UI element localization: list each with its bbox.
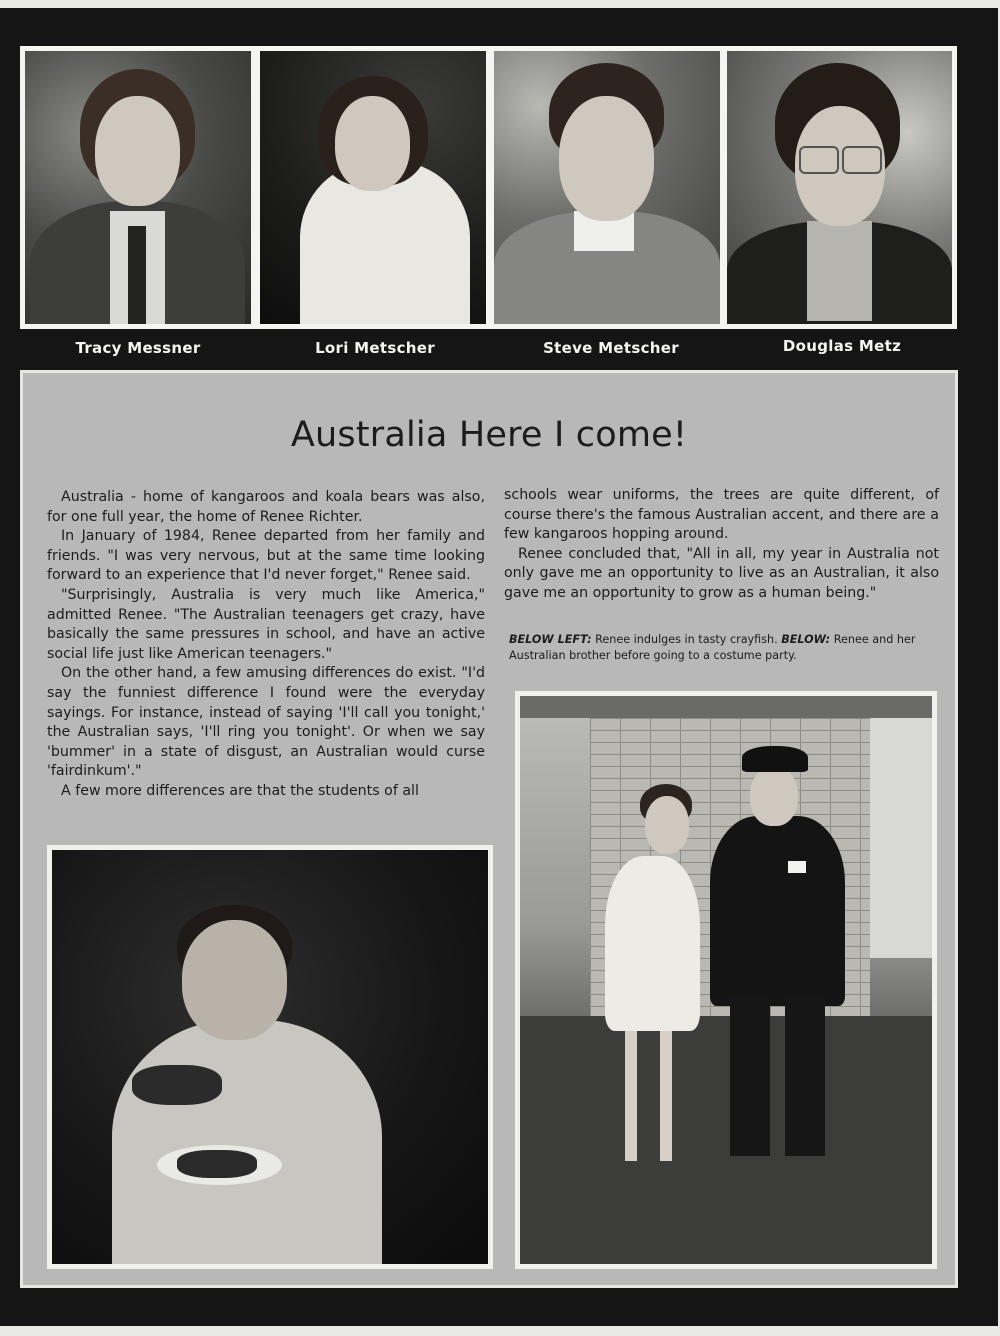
portrait-douglas-metz bbox=[722, 46, 957, 329]
portrait-photo bbox=[727, 51, 952, 324]
article-column-1 bbox=[47, 488, 485, 802]
article-paragraph: On the other hand, a few amusing differences do exist. "I'd say the funniest difference I found were the everyday sayings. For instance, instead of saying 'I'll call you tonight,' the Australian says, 'I'll ring you tonight'. Or when we say 'bummer' in a state of disgust, an Australian would curse 'fairdinkum'." bbox=[47, 665, 485, 780]
article-headline: Australia Here I come! bbox=[290, 415, 688, 455]
article-paragraph: schools wear uniforms, the trees are quite different, of course there's the famous Australian accent, and there are a few kangaroos hopping around. bbox=[504, 487, 939, 543]
portrait-photo bbox=[494, 51, 720, 324]
photo-costume-party-image bbox=[520, 696, 932, 1264]
portrait-steve-metscher bbox=[489, 46, 725, 329]
photo-crayfish bbox=[47, 845, 493, 1269]
article-paragraph: Renee concluded that, "All in all, my year in Australia not only gave me an opportunity to live as an Australian, it also gave me an opportunity to grow as a human being." bbox=[504, 545, 939, 601]
article-column-2 bbox=[504, 486, 939, 604]
article-paragraph: In January of 1984, Renee departed from her family and friends. "I was very nervous, but at the same time looking forward to an experience that I'd never forget," Renee said. bbox=[47, 528, 485, 584]
article-paragraph: "Surprisingly, Australia is very much like America," admitted Renee. "The Australian teenagers get crazy, have basically the same pressures in school, and have an active social life just like American teenagers." bbox=[47, 586, 485, 662]
photo-crayfish-image bbox=[52, 850, 488, 1264]
article-paragraph: A few more differences are that the students of all bbox=[61, 782, 419, 799]
portrait-tracy-messner bbox=[20, 46, 256, 329]
article-paragraph: Australia - home of kangaroos and koala bears was also, for one full year, the home of Renee Richter. bbox=[47, 489, 485, 525]
portrait-name: Lori Metscher bbox=[315, 339, 435, 357]
caption-label-below: BELOW: bbox=[781, 633, 831, 646]
portrait-lori-metscher bbox=[255, 46, 491, 329]
portrait-photo bbox=[25, 51, 251, 324]
caption-text-below: Renee and her Australian brother before going to a costume party. bbox=[509, 633, 916, 662]
portrait-name: Steve Metscher bbox=[543, 339, 679, 357]
photo-caption bbox=[509, 632, 939, 664]
article-panel bbox=[20, 370, 958, 1288]
portrait-name: Douglas Metz bbox=[782, 337, 902, 355]
caption-label-below-left: BELOW LEFT: bbox=[509, 633, 592, 646]
portrait-photo bbox=[260, 51, 486, 324]
photo-costume-party bbox=[515, 691, 937, 1269]
caption-text-below-left: Renee indulges in tasty crayfish. bbox=[591, 633, 782, 646]
portrait-name: Tracy Messner bbox=[75, 339, 201, 357]
